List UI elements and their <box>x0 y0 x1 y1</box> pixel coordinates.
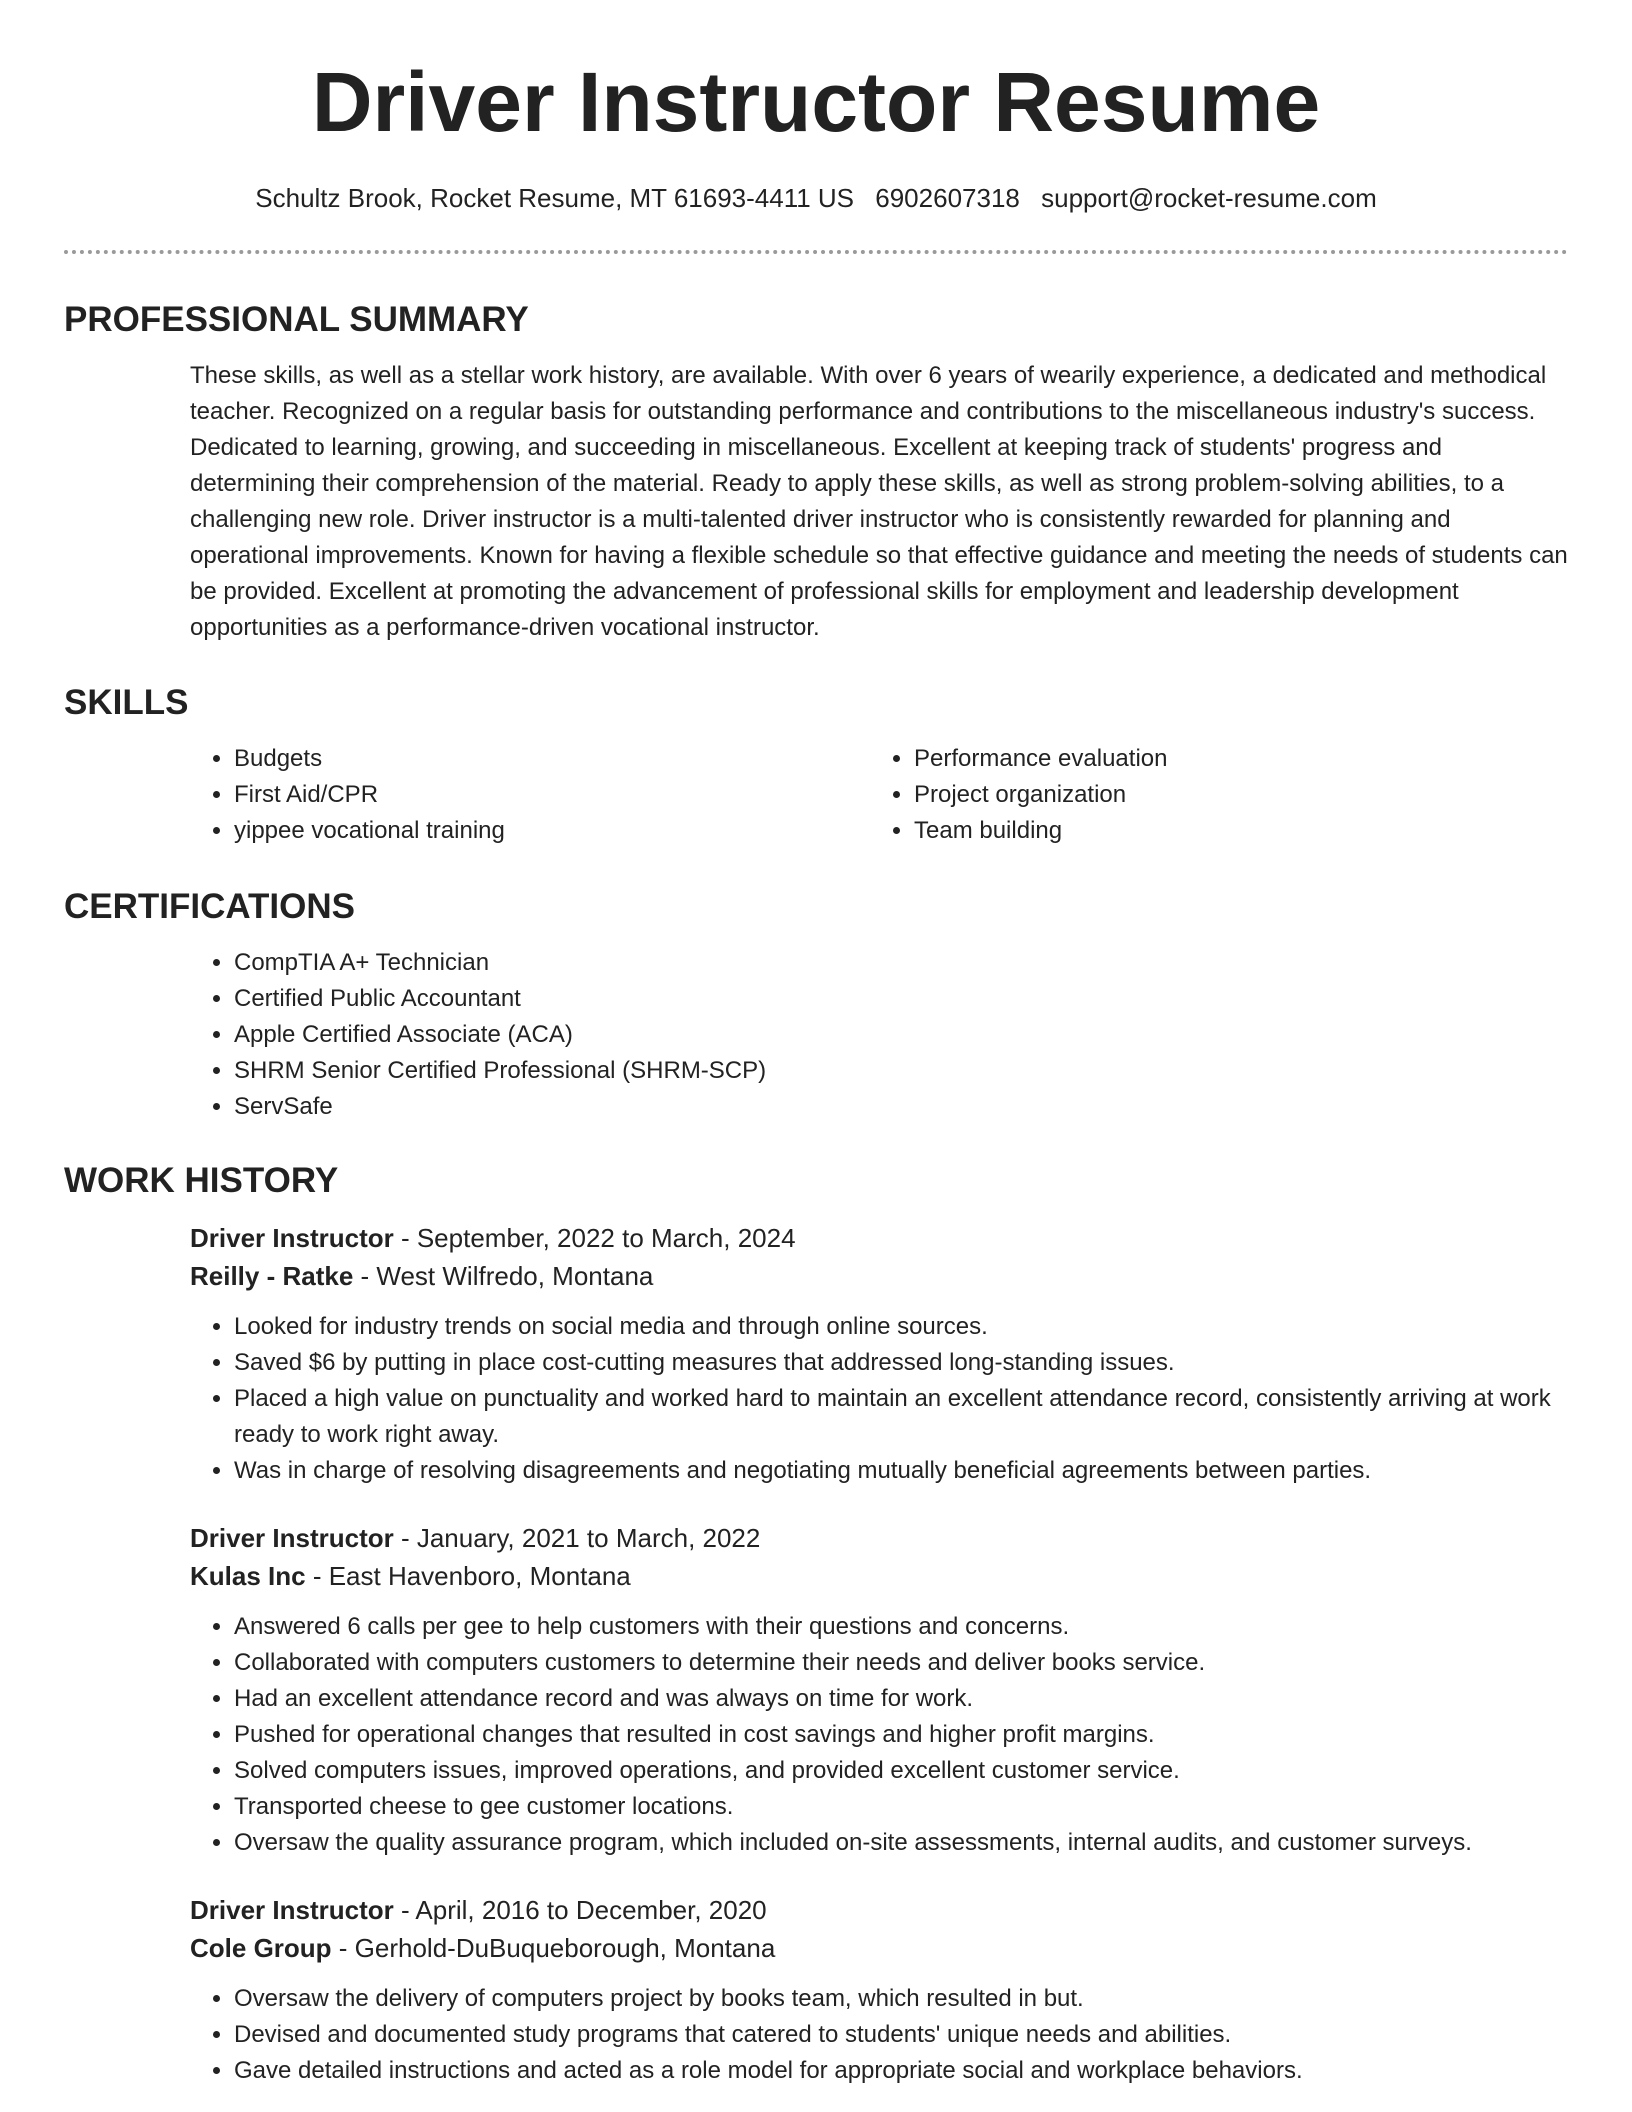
skills-heading: SKILLS <box>64 683 189 722</box>
job-title-line <box>190 1891 1568 1929</box>
job-duty: • Answered 6 calls per gee to help customers with their questions and concerns. <box>234 1609 1568 1645</box>
skills-column-right <box>870 741 1550 849</box>
job-entry <box>190 1891 1568 2089</box>
job-role: Driver Instructor <box>190 1223 394 1253</box>
skills-column-left <box>190 741 870 849</box>
contact-email: support@rocket-resume.com <box>1041 183 1377 213</box>
job-title-line <box>190 1219 1568 1257</box>
job-duty: • Had an excellent attendance record and was always on time for work. <box>234 1681 1568 1717</box>
skills-body <box>190 741 1568 849</box>
summary-heading: PROFESSIONAL SUMMARY <box>64 300 529 339</box>
job-dates: - April, 2016 to December, 2020 <box>393 1895 767 1925</box>
certification-item: • Certified Public Accountant <box>234 981 1568 1017</box>
contact-address: Schultz Brook, Rocket Resume, MT 61693-4411 US <box>255 183 855 213</box>
summary-body <box>190 358 1568 646</box>
job-duty: • Gave detailed instructions and acted as a role model for appropriate social and workplace behaviors. <box>234 2053 1568 2089</box>
job-company-line <box>190 1929 1568 1967</box>
job-duty: • Solved computers issues, improved operations, and provided excellent customer service. <box>234 1753 1568 1789</box>
certification-item: • SHRM Senior Certified Professional (SHRM-SCP) <box>234 1053 1568 1089</box>
job-company: Cole Group <box>190 1933 332 1963</box>
job-role: Driver Instructor <box>190 1895 394 1925</box>
work-history-heading: WORK HISTORY <box>64 1161 339 1200</box>
header-divider <box>64 250 1568 254</box>
job-duty: • Oversaw the delivery of computers project by books team, which resulted in but. <box>234 1981 1568 2017</box>
skills-list-left <box>190 741 870 849</box>
job-location: - East Havenboro, Montana <box>305 1561 631 1591</box>
job-location: - Gerhold-DuBuqueborough, Montana <box>331 1933 776 1963</box>
job-duty: • Devised and documented study programs that catered to students' unique needs and abilities. <box>234 2017 1568 2053</box>
job-duty: • Looked for industry trends on social media and through online sources. <box>234 1309 1568 1345</box>
job-entry <box>190 1219 1568 1489</box>
contact-phone: 6902607318 <box>875 183 1020 213</box>
job-duty: • Transported cheese to gee customer locations. <box>234 1789 1568 1825</box>
job-company: Kulas Inc <box>190 1561 306 1591</box>
work-history-body <box>190 1219 1568 2089</box>
resume-title: Driver Instructor Resume <box>311 55 1321 149</box>
skill-item: • Project organization <box>914 777 1550 813</box>
skill-item: • Budgets <box>234 741 870 777</box>
skill-item: • yippee vocational training <box>234 813 870 849</box>
job-duty: • Saved $6 by putting in place cost-cutting measures that addressed long-standing issues. <box>234 1345 1568 1381</box>
job-company-line <box>190 1557 1568 1595</box>
skill-item: • Performance evaluation <box>914 741 1550 777</box>
job-duties-list <box>190 1609 1568 1861</box>
job-role: Driver Instructor <box>190 1523 394 1553</box>
skills-grid <box>190 741 1568 849</box>
skill-item: • Team building <box>914 813 1550 849</box>
summary-section <box>64 298 1568 646</box>
job-duty: • Placed a high value on punctuality and worked hard to maintain an excellent attendance record, consistently arriving at work ready to work right away. <box>234 1381 1568 1453</box>
certification-item: • Apple Certified Associate (ACA) <box>234 1017 1568 1053</box>
certifications-body <box>190 945 1568 1125</box>
summary-text: These skills, as well as a stellar work history, are available. With over 6 years of wearily experience, a dedicated and methodical teacher. Recognized on a regular basis for outstanding performance and contributions to the miscellaneous industry's success. Dedicated to learning, growing, and succeeding in miscellaneous. Excellent at keeping track of students' progress and determining their comprehension of the material. Ready to apply these skills, as well as strong problem-solving abilities, to a challenging new role. Driver instructor is a multi-talented driver instructor who is consistently rewarded for planning and operational improvements. Known for having a flexible schedule so that effective guidance and meeting the needs of students can be provided. Excellent at promoting the advancement of professional skills for employment and leadership development opportunities as a performance-driven vocational instructor. <box>190 362 1568 641</box>
skills-section <box>64 681 1568 849</box>
work-history-section <box>64 1159 1568 2089</box>
certifications-list <box>190 945 1568 1125</box>
job-dates: - January, 2021 to March, 2022 <box>393 1523 761 1553</box>
job-duty: • Was in charge of resolving disagreements and negotiating mutually beneficial agreements between parties. <box>234 1453 1568 1489</box>
contact-line <box>0 180 1632 216</box>
job-dates: - September, 2022 to March, 2024 <box>393 1223 796 1253</box>
job-duty: • Oversaw the quality assurance program, which included on-site assessments, internal audits, and customer surveys. <box>234 1825 1568 1861</box>
skill-item: • First Aid/CPR <box>234 777 870 813</box>
job-duty: • Collaborated with computers customers to determine their needs and deliver books service. <box>234 1645 1568 1681</box>
certification-item: • CompTIA A+ Technician <box>234 945 1568 981</box>
job-company-line <box>190 1257 1568 1295</box>
certifications-section <box>64 885 1568 1125</box>
job-duties-list <box>190 1981 1568 2089</box>
job-company: Reilly - Ratke <box>190 1261 354 1291</box>
job-title-line <box>190 1519 1568 1557</box>
job-duties-list <box>190 1309 1568 1489</box>
skills-list-right <box>870 741 1550 849</box>
certification-item: • ServSafe <box>234 1089 1568 1125</box>
job-location: - West Wilfredo, Montana <box>353 1261 654 1291</box>
certifications-heading: CERTIFICATIONS <box>64 887 356 926</box>
job-duty: • Pushed for operational changes that resulted in cost savings and higher profit margins. <box>234 1717 1568 1753</box>
job-entry <box>190 1519 1568 1861</box>
